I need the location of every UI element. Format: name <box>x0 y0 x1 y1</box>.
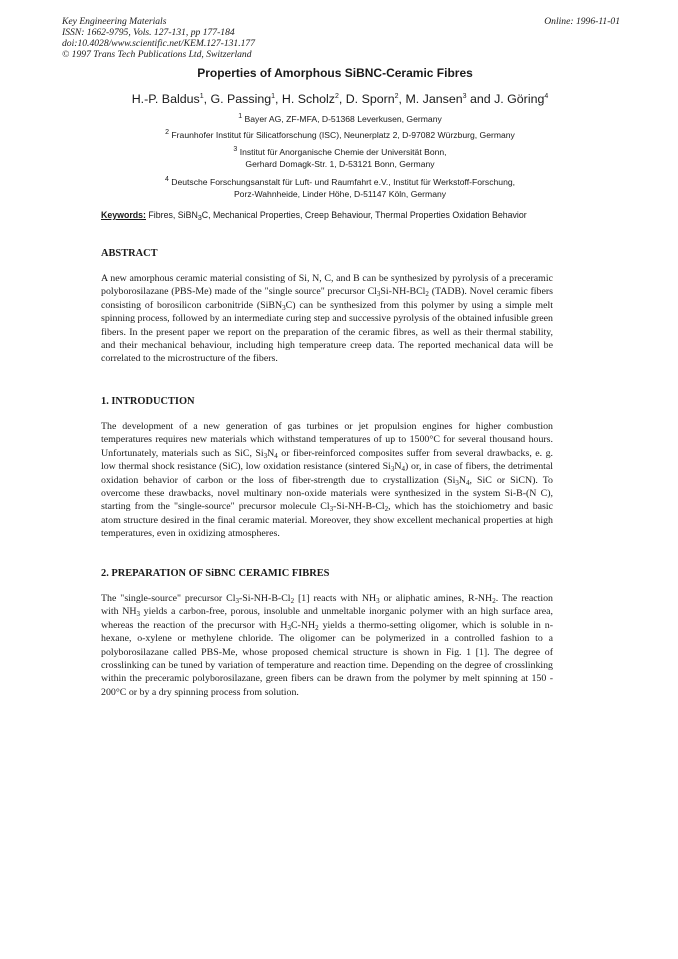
author: D. Sporn$^2$, <box>345 92 406 106</box>
abstract-text: A new amorphous ceramic material consisting of Si, N, C, and B can be synthesized by pyrolysis of a preceramic polyborosilazane (PBS-Me) made of the "single source" precursor $Cl_3Si-NH-BCl_2$ (TADB). Novel ceramic fibers consisting of borosilicon carbonitride (SiBN$_3$C) can be synthesized from this polymer by using a simple melt spinning process, followed by an intermediate curing step and successive pyrolysis of the obtained infusible green fibers. In the present paper we report on the preparation of the ceramic fibres, as well as their thermal stability, and their mechanical behaviour, including high temperature creep data. The reported mechanical data will be correlated to the microstructure of the fibers. <box>101 273 553 365</box>
paper-title: Properties of Amorphous SiBNC-Ceramic Fibres <box>197 66 473 80</box>
author: M. Jansen$^3$ and <box>405 92 495 106</box>
author: H. Scholz$^2$, <box>281 92 346 106</box>
keywords-label: Keywords: <box>101 210 146 220</box>
affiliation-3: $^3$ Institut für Anorganische Chemie der Universität Bonn, Gerhard Domagk-Str. 1, D-53121 Bonn, Germany <box>233 146 447 169</box>
introduction-text: The development of a new generation of gas turbines or jet propulsion engines for higher combustion temperatures requires new materials which withstand temperatures of up to 1500°C for several thousand hours. Unfortunately, materials such as SiC, $Si_3N_4$ or fiber-reinforced composites suffer from several drawbacks, e. g. low thermal shock resistance (SiC), low oxidation resistance (sintered $Si_3N_4$) or, in case of fibers, the detrimental oxidation behavior of carbon or the loss of fiber-strength due to crystallization ($Si_3N_4$, SiC or SiCN). To overcome these drawbacks, novel multinary non-oxide materials were synthesized in the system Si-B-(N C), starting from the "single-source" precursor molecule $Cl_3-Si-NH-B-Cl_2$, which has the stoichiometry and basic atom structure desired in the final ceramic material. Moreover, they show excellent mechanical properties at high temperatures, even in oxidizing atmospheres. <box>101 421 554 540</box>
preparation-text: The "single-source" precursor $Cl_3-Si-NH-B-Cl_2$ [1] reacts with $NH_3$ or aliphatic amines, $R-NH_2$. The reaction with $NH_3$ yields a carbon-free, porous, insoluble and unmeltable inorganic polymer with an high surface area, whereas the reaction of the precursor with $H_3C-NH_2$ yields a thermo-setting oligomer, which is soluble in n-hexane, o-xylene or methylene chloride. The oligomer can be polymerized in a controlled fashion to a polyborosilazane called PBS-Me, whose proposed chemical structure is shown in Fig. 1 [1]. The degree of crosslinking can be tuned by variation of temperature and reaction time. Depending on the degree of crosslinking within the preceramic polyborosilazane, green fibers can be drawn from the polymer by melt spinning at 150 - 200°C or by a dry spinning process from solution. <box>101 593 553 698</box>
affiliation-4: $^4$ Deutsche Forschungsanstalt für Luft- und Raumfahrt e.V., Institut für Werkstoff-Forschung, Porz-Wahnheide, Linder Höhe, D-51147 Köln, Germany <box>164 176 516 199</box>
journal-header <box>62 16 620 60</box>
affiliation-2: $^2$ Fraunhofer Institut für Silicatforschung (ISC), Neunerplatz 2, D-97082 Würzburg, Germany <box>165 129 515 140</box>
abstract-heading: ABSTRACT <box>101 248 158 259</box>
author: J. Göring$^4$ <box>494 92 549 106</box>
affiliation-1: $^1$ Bayer AG, ZF-MFA, D-51368 Leverkusen, Germany <box>238 113 442 124</box>
author: H.-P. Baldus$^1$, <box>131 92 211 106</box>
issn-line: ISSN: 1662-9795, Vols. 127-131, pp 177-184 <box>62 27 235 38</box>
doi-line: doi:10.4028/www.scientific.net/KEM.127-131.177 <box>62 38 256 49</box>
copyright-line: © 1997 Trans Tech Publications Ltd, Switzerland <box>62 49 252 60</box>
preparation-heading: 2. PREPARATION OF SiBNC CERAMIC FIBRES <box>101 568 330 579</box>
introduction-heading: 1. INTRODUCTION <box>101 396 195 407</box>
journal-name: Key Engineering Materials <box>62 16 167 27</box>
keywords: Keywords: Fibres, SiBN$_3$C, Mechanical Properties, Creep Behaviour, Thermal Properties Oxidation Behavior <box>101 210 527 222</box>
online-date: Online: 1996-11-01 <box>544 16 620 27</box>
author-list <box>90 92 590 106</box>
author: G. Passing$^1$, <box>210 92 282 106</box>
